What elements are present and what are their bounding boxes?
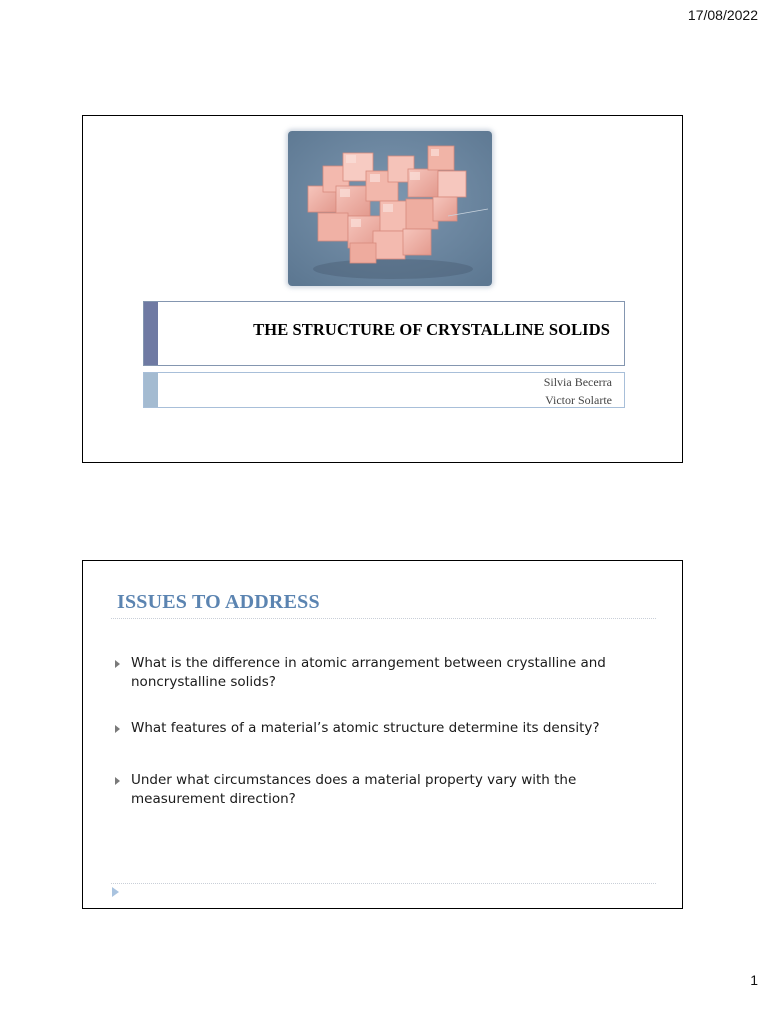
page-number: 1: [750, 972, 758, 988]
bullet-text: What features of a material’s atomic structure determine its density?: [131, 720, 600, 736]
slide-title: THE STRUCTURE OF CRYSTALLINE SOLIDS: [253, 320, 610, 339]
crystal-photo: [288, 131, 492, 286]
authors-accent-bar: [144, 373, 158, 407]
slide-heading: ISSUES TO ADDRESS: [117, 591, 320, 613]
bullet-item: [115, 771, 615, 809]
bullet-text: What is the difference in atomic arrangement between crystalline and noncrystalline solids?: [131, 655, 606, 690]
footer-divider: [111, 883, 656, 884]
bullet-item: [115, 719, 615, 738]
footer-arrow-icon: [112, 887, 119, 897]
bullet-text: Under what circumstances does a material property vary with the measurement direction?: [131, 772, 577, 807]
title-accent-bar: [144, 302, 158, 365]
authors-box: [143, 372, 625, 408]
heading-divider: [111, 618, 656, 619]
author-name: Victor Solarte: [545, 393, 612, 407]
issues-slide: [82, 560, 683, 909]
title-slide: [82, 115, 683, 463]
title-box: [143, 301, 625, 366]
bullet-arrow-icon: [115, 660, 120, 668]
page-date: 17/08/2022: [687, 7, 758, 23]
bullet-item: [115, 654, 615, 692]
bullet-arrow-icon: [115, 725, 120, 733]
bullet-arrow-icon: [115, 777, 120, 785]
author-name: Silvia Becerra: [543, 375, 612, 389]
